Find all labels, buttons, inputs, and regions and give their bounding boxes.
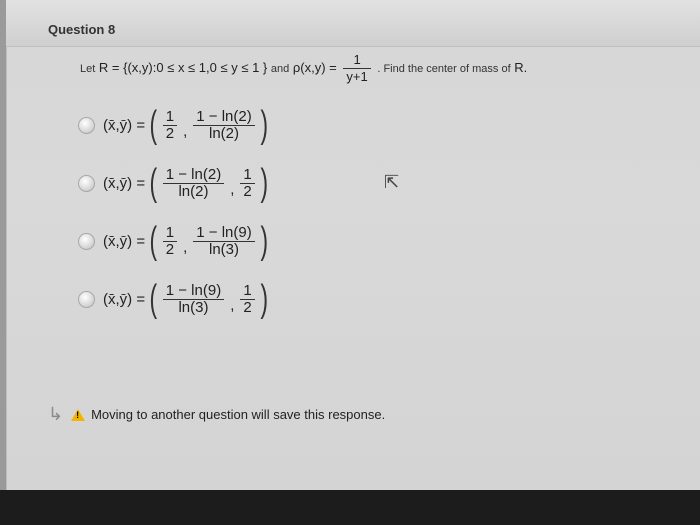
answer-option-1[interactable] [78, 106, 270, 144]
x-bar-fraction [163, 109, 177, 142]
save-notice [48, 404, 385, 425]
y-bar-fraction [240, 283, 254, 316]
mouse-cursor-icon: ⇱ [384, 172, 400, 192]
x-bar-numerator: 1 − ln(2) [163, 167, 224, 184]
radio-button[interactable] [78, 233, 95, 250]
density-fraction [343, 52, 370, 85]
right-paren: ) [260, 104, 268, 146]
answer-option-3[interactable] [78, 222, 270, 260]
y-bar-fraction [240, 167, 254, 200]
stem-prefix: Let [80, 62, 96, 75]
answer-option-4[interactable] [78, 280, 270, 318]
question-stem [80, 52, 527, 85]
monitor-bezel [0, 490, 700, 525]
instruction-text: . Find the center of mass of [377, 62, 511, 75]
save-notice-text: Moving to another question will save this response. [91, 407, 386, 422]
left-paren: ( [149, 104, 158, 146]
left-paren: ( [149, 162, 158, 204]
left-paren: ( [149, 278, 158, 320]
option-formula [103, 280, 270, 318]
y-bar-denominator: ln(2) [208, 124, 239, 142]
y-bar-denominator: 2 [243, 182, 252, 200]
y-bar-numerator: 1 − ln(2) [193, 109, 254, 126]
x-bar-fraction [163, 225, 177, 258]
center-of-mass-lhs: (x̄,ȳ) = [103, 232, 146, 250]
warning-glyph: ! [76, 409, 80, 420]
radio-button[interactable] [78, 291, 95, 308]
stem-and: and [270, 62, 290, 75]
center-of-mass-lhs: (x̄,ȳ) = [103, 290, 146, 308]
density-denominator: y+1 [346, 69, 368, 84]
x-bar-fraction [163, 167, 224, 200]
y-bar-denominator: ln(3) [208, 240, 239, 258]
y-bar-numerator: 1 [240, 283, 254, 300]
question-title: Question 8 [48, 22, 116, 37]
left-paren: ( [149, 220, 158, 262]
comma: , [183, 238, 188, 256]
option-formula [103, 164, 270, 202]
x-bar-fraction [163, 283, 224, 316]
comma: , [230, 296, 235, 314]
density-lhs: ρ(x,y) = [292, 59, 337, 75]
x-bar-numerator: 1 [163, 225, 177, 242]
center-of-mass-lhs: (x̄,ȳ) = [103, 116, 146, 134]
x-bar-denominator: ln(3) [178, 298, 209, 316]
y-bar-numerator: 1 [240, 167, 254, 184]
comma: , [183, 122, 188, 140]
x-bar-denominator: 2 [165, 124, 175, 142]
radio-button[interactable] [78, 117, 95, 134]
right-paren: ) [260, 162, 268, 204]
right-paren: ) [260, 278, 268, 320]
right-paren: ) [260, 220, 268, 262]
comma: , [230, 180, 235, 198]
instruction-end: R. [514, 59, 528, 75]
answer-option-2[interactable] [78, 164, 270, 202]
center-of-mass-lhs: (x̄,ȳ) = [103, 174, 146, 192]
radio-button[interactable] [78, 175, 95, 192]
warning-icon [71, 409, 85, 421]
x-bar-denominator: ln(2) [178, 182, 209, 200]
option-formula [103, 106, 270, 144]
x-bar-numerator: 1 [163, 109, 177, 126]
x-bar-numerator: 1 − ln(9) [163, 283, 224, 300]
y-bar-fraction [193, 109, 254, 142]
x-bar-denominator: 2 [165, 240, 175, 258]
option-formula [103, 222, 270, 260]
y-bar-numerator: 1 − ln(9) [193, 225, 254, 242]
y-bar-denominator: 2 [243, 298, 252, 316]
region-definition: R = {(x,y):0 ≤ x ≤ 1,0 ≤ y ≤ 1 } [98, 59, 268, 75]
return-arrow-icon: ↳ [48, 404, 64, 424]
density-numerator: 1 [343, 52, 370, 69]
y-bar-fraction [193, 225, 254, 258]
